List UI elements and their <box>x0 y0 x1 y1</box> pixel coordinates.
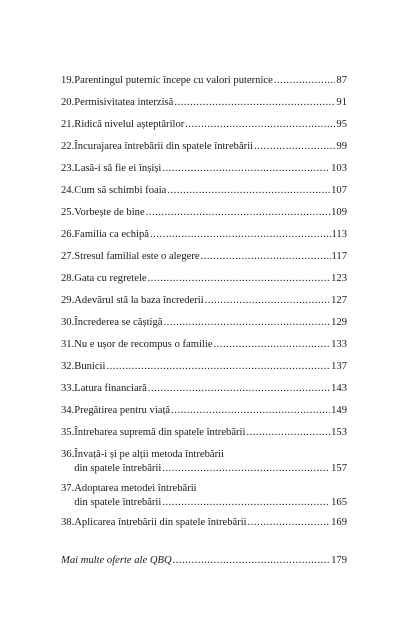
dot-leader <box>201 250 331 264</box>
entry-number: 26. <box>61 229 75 240</box>
entry-number: 24. <box>61 185 75 196</box>
entry-page: 149 <box>331 405 347 416</box>
entry-title: Aplicarea întrebării din spatele întrebării <box>74 517 247 528</box>
entry-page: 165 <box>331 497 347 508</box>
entry-title-line2: din spatele întrebării <box>74 497 162 508</box>
toc-entry-31 <box>61 333 347 355</box>
dot-leader <box>148 382 330 396</box>
entry-number: 21. <box>61 119 75 130</box>
entry-title: Nu e ușor de recompus o familie <box>74 339 213 350</box>
entry-title: Parentingul puternic începe cu valori puternice <box>74 75 273 86</box>
toc-entry-21 <box>61 113 347 135</box>
entry-title: Ridică nivelul așteptărilor <box>74 119 185 130</box>
entry-number: 31. <box>61 339 75 350</box>
entry-page: 127 <box>331 295 347 306</box>
entry-title: Stresul familial este o alegere <box>74 251 200 262</box>
entry-page: 137 <box>331 361 347 372</box>
entry-title: Familia ca echipă <box>74 229 149 240</box>
entry-number: 38. <box>61 517 75 528</box>
entry-title: Încurajarea întrebării din spatele întrebării <box>74 141 254 152</box>
entry-title: Cum să schimbi foaia <box>74 185 167 196</box>
dot-leader <box>106 360 330 374</box>
entry-title: Întrebarea supremă din spatele întrebării <box>74 427 246 438</box>
entry-title: Încrederea se câștigă <box>74 317 163 328</box>
entry-number: 32. <box>61 361 75 372</box>
entry-page: 179 <box>331 555 347 566</box>
entry-page: 153 <box>331 427 347 438</box>
entry-title: Gata cu regretele <box>74 273 147 284</box>
toc-entry-25 <box>61 201 347 223</box>
entry-page: 95 <box>336 119 347 130</box>
entry-page: 123 <box>331 273 347 284</box>
toc-entry-34 <box>61 399 347 421</box>
dot-leader <box>254 140 335 154</box>
entry-page: 117 <box>331 251 347 262</box>
entry-title-line1: Adoptarea metodei întrebării <box>74 483 197 494</box>
entry-page: 107 <box>331 185 347 196</box>
dot-leader <box>174 96 335 110</box>
dot-leader <box>162 462 330 476</box>
toc-entry-30 <box>61 311 347 333</box>
toc-entry-37 <box>61 477 347 511</box>
entry-page: 109 <box>331 207 347 218</box>
entry-number: 30. <box>61 317 75 328</box>
entry-page: 99 <box>336 141 347 152</box>
toc-entry-32 <box>61 355 347 377</box>
dot-leader <box>148 272 331 286</box>
dot-leader <box>274 74 336 88</box>
entry-title: Lasă-i să fie ei înșiși <box>74 163 162 174</box>
entry-page: 169 <box>331 517 347 528</box>
dot-leader <box>205 294 330 308</box>
entry-page: 129 <box>331 317 347 328</box>
toc-entry-extra <box>61 549 347 571</box>
entry-number: 25. <box>61 207 75 218</box>
dot-leader <box>162 162 330 176</box>
toc-entry-23 <box>61 157 347 179</box>
toc-entry-24 <box>61 179 347 201</box>
entry-number: 28. <box>61 273 75 284</box>
toc-entry-28 <box>61 267 347 289</box>
entry-number: 33. <box>61 383 75 394</box>
toc-entry-38 <box>61 511 347 533</box>
toc-entry-26 <box>61 223 347 245</box>
dot-leader <box>246 426 330 440</box>
toc-entry-20 <box>61 91 347 113</box>
entry-number: 22. <box>61 141 75 152</box>
entry-title: Vorbește de bine <box>74 207 145 218</box>
entry-number: 19. <box>61 75 75 86</box>
entry-number: 37. <box>61 483 75 494</box>
dot-leader <box>150 228 331 242</box>
toc-entry-33 <box>61 377 347 399</box>
entry-title: Latura financiară <box>74 383 147 394</box>
toc-entry-35 <box>61 421 347 443</box>
entry-page: 133 <box>331 339 347 350</box>
entry-title: Permisivitatea interzisă <box>74 97 174 108</box>
entry-number: 35. <box>61 427 75 438</box>
entry-number: 34. <box>61 405 75 416</box>
entry-number: 20. <box>61 97 75 108</box>
entry-page: 157 <box>331 463 347 474</box>
entry-page: 103 <box>331 163 347 174</box>
dot-leader <box>171 404 330 418</box>
toc-entry-36 <box>61 443 347 477</box>
entry-number: 29. <box>61 295 75 306</box>
section-gap <box>61 533 347 549</box>
dot-leader <box>214 338 331 352</box>
dot-leader <box>167 184 330 198</box>
dot-leader <box>173 554 330 568</box>
entry-title: Adevărul stă la baza încrederii <box>74 295 204 306</box>
entry-page: 91 <box>336 97 347 108</box>
toc-entry-29 <box>61 289 347 311</box>
entry-title-line2: din spatele întrebării <box>74 463 162 474</box>
dot-leader <box>163 316 330 330</box>
entry-title: Pregătirea pentru viață <box>74 405 171 416</box>
toc-entry-27 <box>61 245 347 267</box>
dot-leader <box>248 516 330 530</box>
entry-number: 36. <box>61 449 75 460</box>
entry-number: 27. <box>61 251 75 262</box>
entry-title: Mai multe oferte ale QBQ <box>61 555 172 566</box>
dot-leader <box>162 496 330 510</box>
entry-title-line1: Învață-i și pe alții metoda întrebării <box>74 449 224 460</box>
toc-entry-22 <box>61 135 347 157</box>
entry-title: Bunicii <box>74 361 106 372</box>
entry-page: 143 <box>331 383 347 394</box>
entry-page: 113 <box>331 229 347 240</box>
dot-leader <box>185 118 335 132</box>
dot-leader <box>146 206 330 220</box>
table-of-contents <box>61 69 347 571</box>
entry-number: 23. <box>61 163 75 174</box>
entry-page: 87 <box>336 75 347 86</box>
toc-entry-19 <box>61 69 347 91</box>
